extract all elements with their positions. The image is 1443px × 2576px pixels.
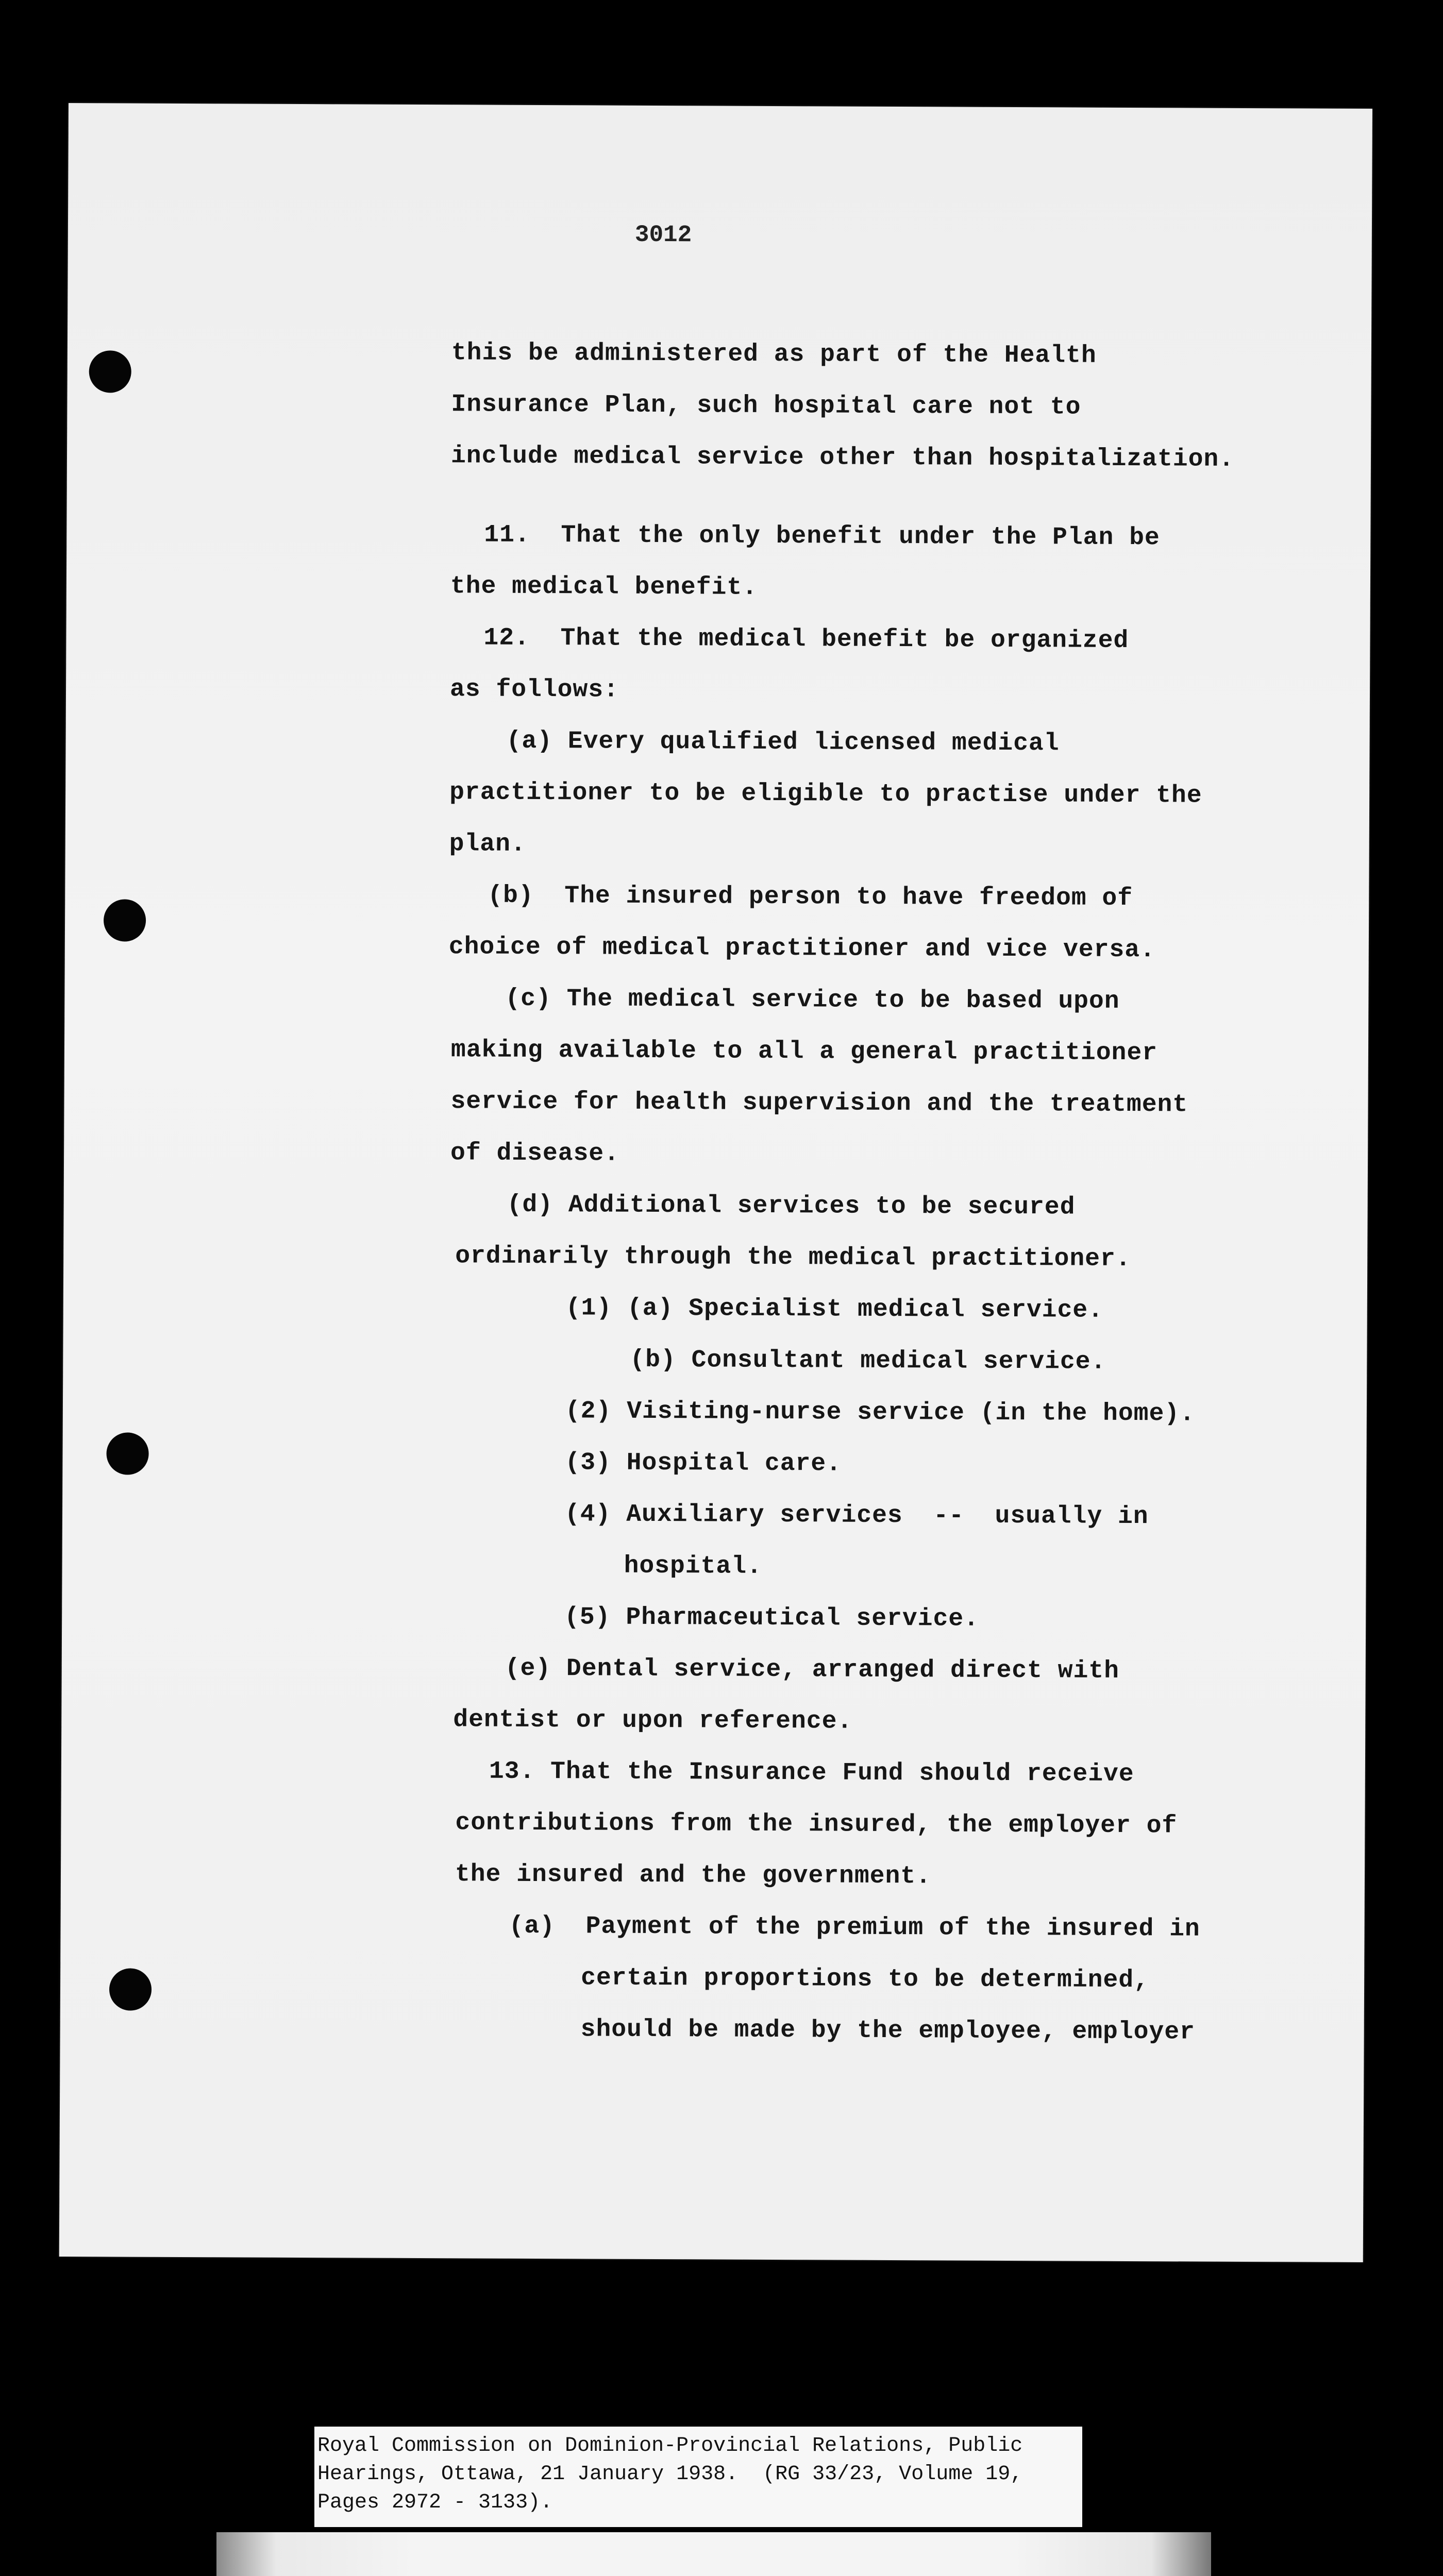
- text-line: choice of medical practitioner and vice versa.: [448, 933, 1155, 964]
- label-line: Hearings, Ottawa, 21 January 1938. (RG 33/23, Volume 19,: [317, 2463, 1023, 2486]
- text-line: (3) Hospital care.: [565, 1449, 842, 1478]
- text-line: (b) The insured person to have freedom of: [488, 882, 1133, 913]
- text-line: 12. That the medical benefit be organized: [483, 624, 1129, 655]
- text-line: of disease.: [450, 1139, 620, 1168]
- text-line: contributions from the insured, the employer of: [455, 1809, 1178, 1840]
- text-line: making available to all a general practitioner: [450, 1036, 1158, 1067]
- text-line: (4) Auxiliary services -- usually in: [564, 1500, 1149, 1531]
- text-line: service for health supervision and the treatment: [450, 1088, 1188, 1119]
- archive-stamp: [216, 2532, 1211, 2576]
- label-line: Pages 2972 - 3133).: [317, 2491, 553, 2514]
- text-line: plan.: [449, 830, 526, 858]
- text-line: ordinarily through the medical practitioner.: [455, 1242, 1131, 1274]
- text-line: (1) (a) Specialist medical service.: [565, 1294, 1104, 1325]
- text-line: certain proportions to be determined,: [581, 1964, 1150, 1995]
- text-line: the medical benefit.: [450, 572, 758, 602]
- text-line: (e) Dental service, arranged direct with: [505, 1654, 1120, 1685]
- text-line: dentist or upon reference.: [453, 1706, 853, 1736]
- text-line: practitioner to be eligible to practise under the: [449, 778, 1202, 810]
- document-page: [59, 103, 1372, 2262]
- text-line: should be made by the employee, employer: [580, 2015, 1195, 2046]
- text-line: Insurance Plan, such hospital care not to: [451, 391, 1081, 421]
- text-line: this be administered as part of the Health: [451, 339, 1097, 370]
- text-line: hospital.: [624, 1552, 762, 1581]
- text-line: (2) Visiting-nurse service (in the home).: [565, 1397, 1196, 1428]
- text-line: (d) Additional services to be secured: [507, 1191, 1076, 1222]
- text-line: (c) The medical service to be based upon: [505, 985, 1120, 1015]
- typed-text-body: [59, 103, 1372, 2262]
- page-number: 3012: [634, 221, 692, 249]
- archive-label-slip: [314, 2427, 1082, 2527]
- text-line: include medical service other than hospitalization.: [450, 442, 1235, 473]
- text-line: (a) Payment of the premium of the insured in: [509, 1912, 1200, 1943]
- text-line: the insured and the government.: [455, 1860, 932, 1891]
- text-line: as follows:: [449, 675, 619, 704]
- label-line: Royal Commission on Dominion-Provincial Relations, Public: [317, 2434, 1023, 2458]
- text-line: (a) Every qualified licensed medical: [506, 727, 1060, 758]
- text-line: 13. That the Insurance Fund should receive: [489, 1757, 1134, 1789]
- text-line: (b) Consultant medical service.: [630, 1346, 1106, 1376]
- text-line: (5) Pharmaceutical service.: [564, 1603, 980, 1633]
- text-line: 11. That the only benefit under the Plan be: [484, 521, 1160, 552]
